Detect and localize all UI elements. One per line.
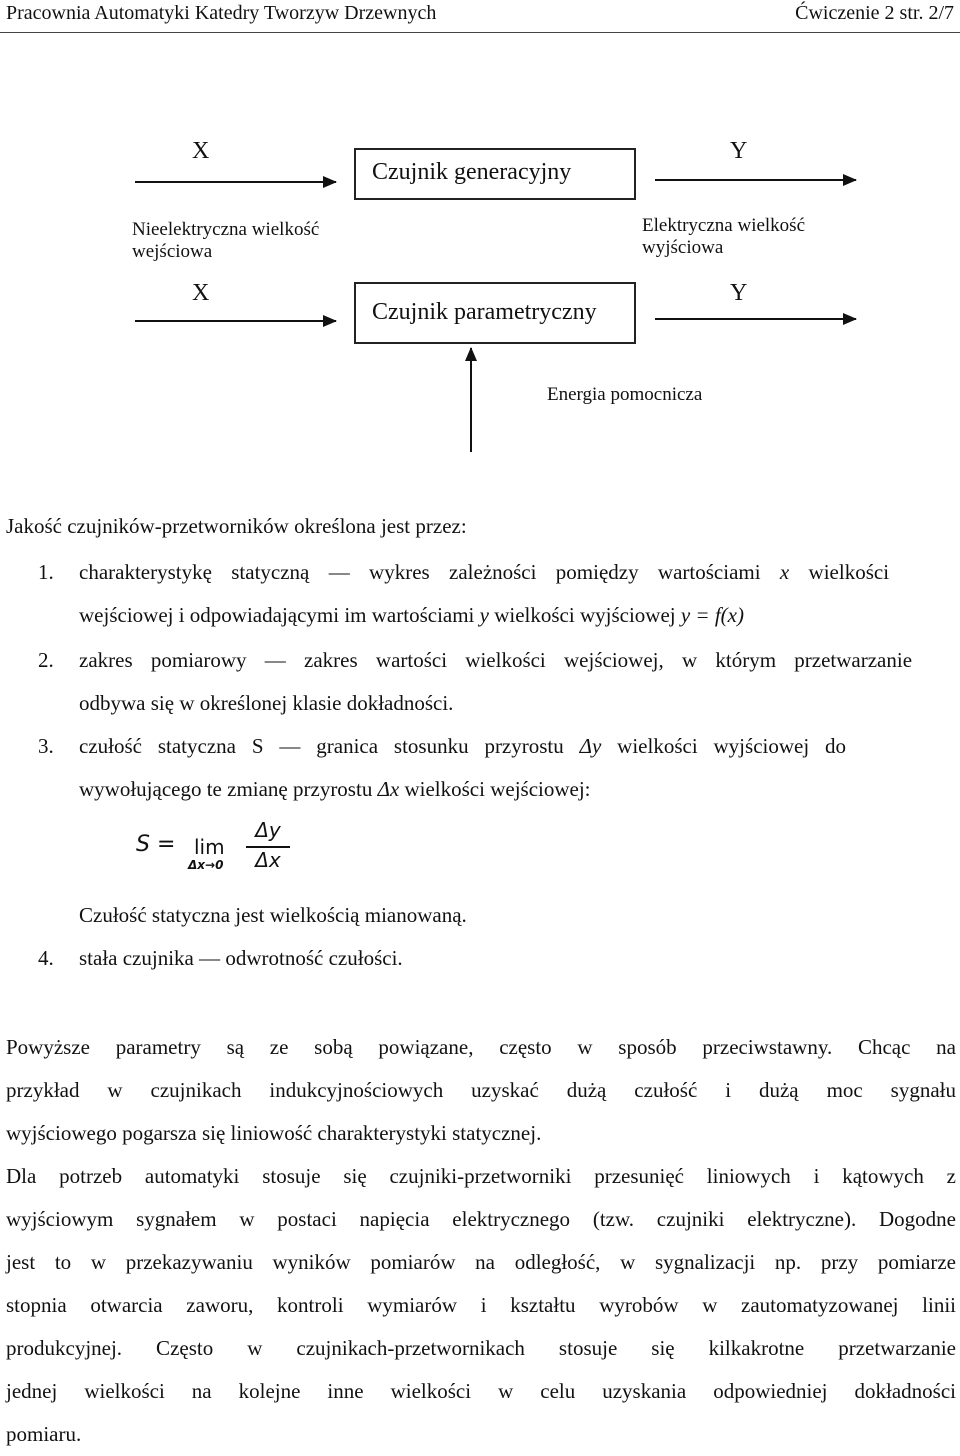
item-1-var-y: y	[479, 603, 489, 627]
item-1-var-x: x	[779, 560, 790, 584]
generation-sensor-box	[354, 148, 636, 200]
item-3-line1	[79, 734, 846, 759]
item-1-term: charakterystykę statyczną	[79, 560, 310, 584]
item-2-dash: —	[264, 648, 286, 672]
y-label-top: Y	[730, 138, 748, 164]
paragraph-2-line: produkcyjnej. Często w czujnikach-przetwornikach stosuje się kilkakrotne przetwarzanie	[6, 1336, 956, 1360]
item-1-desc-a: wykres zależności pomiędzy wartościami	[369, 560, 761, 584]
item-3-desc-b: wielkości wyjściowej do	[617, 734, 847, 758]
item-3-desc-a: granica stosunku przyrostu	[316, 734, 564, 758]
output-label-line2: wyjściowa	[642, 237, 724, 258]
item-4-line1	[79, 946, 403, 971]
generation-sensor-label: Czujnik generacyjny	[372, 159, 572, 185]
item-2-line1	[79, 648, 912, 673]
item-1-desc-c: wejściowej i odpowiadającymi im wartościami	[79, 603, 475, 627]
item-1-desc-b: wielkości	[808, 560, 890, 584]
item-3-term: czułość statyczna S	[79, 734, 264, 758]
output-quantity-label	[642, 215, 805, 259]
x-label-bottom: X	[192, 280, 210, 306]
input-label-line1: Nieelektryczna wielkość	[132, 219, 320, 240]
item-1-dash: —	[328, 560, 350, 584]
formula-lhs: S =	[136, 832, 176, 857]
header-right: Ćwiczenie 2 str. 2/7	[795, 2, 954, 24]
item-3-desc-c: wywołującego te zmianę przyrostu	[79, 777, 373, 801]
item-4-desc: odwrotność czułości.	[225, 946, 403, 970]
item-1-number: 1.	[38, 560, 54, 584]
item-1-formula: y = f(x)	[680, 603, 744, 627]
paragraph-2-line: jest to w przekazywaniu wyników pomiarów na odległość, w sygnalizacji np. przy pomiarze	[6, 1250, 956, 1274]
item-4-term: stała czujnika	[79, 946, 194, 970]
y-label-bottom: Y	[730, 280, 748, 306]
item-2-number: 2.	[38, 648, 54, 672]
paragraph-2-line: jednej wielkości na kolejne inne wielkości w celu uzyskania odpowiedniej dokładności	[6, 1379, 956, 1403]
item-1-line1	[79, 560, 889, 585]
paragraph-1-line: wyjściowego pogarsza się liniowość charakterystyki statycznej.	[6, 1121, 542, 1145]
aux-energy-label: Energia pomocnicza	[547, 384, 703, 405]
paragraph-1-line: przykład w czujnikach indukcyjnościowych uzyskać dużą czułość i dużą moc sygnału	[6, 1078, 956, 1102]
input-quantity-label	[132, 219, 319, 263]
item-4-number: 4.	[38, 946, 54, 970]
item-2-term: zakres pomiarowy	[79, 648, 247, 672]
header-left: Pracownia Automatyki Katedry Tworzyw Drzewnych	[6, 2, 437, 24]
x-label-top: X	[192, 138, 210, 164]
item-3-delta-x: Δx	[377, 777, 400, 801]
paragraph-2-line: Dla potrzeb automatyki stosuje się czujniki-przetworniki przesunięć liniowych i kątowych z	[6, 1164, 956, 1188]
item-1-line2	[79, 603, 744, 628]
formula-lim: lim	[194, 835, 225, 859]
sensitivity-note: Czułość statyczna jest wielkością mianowaną.	[79, 903, 467, 927]
output-label-line1: Elektryczna wielkość	[642, 215, 806, 236]
paragraph-1	[6, 1026, 956, 1155]
parametric-sensor-label: Czujnik parametryczny	[372, 299, 597, 325]
item-3-dash: —	[279, 734, 301, 758]
item-3-number: 3.	[38, 734, 54, 758]
paragraph-2-line: pomiaru.	[6, 1422, 82, 1446]
paragraph-1-line: Powyższe parametry są ze sobą powiązane, często w sposób przeciwstawny. Chcąc na	[6, 1035, 956, 1059]
formula-numerator: Δy	[255, 818, 281, 842]
item-1-desc-d: wielkości wyjściowej	[494, 603, 676, 627]
item-3-desc-d: wielkości wejściowej:	[404, 777, 591, 801]
item-2-line2: odbywa się w określonej klasie dokładności.	[79, 691, 454, 715]
item-3-delta-y: Δy	[579, 734, 602, 758]
paragraph-2	[6, 1155, 956, 1456]
paragraph-2-line: stopnia otwarcia zaworu, kontroli wymiarów i kształtu wyrobów w zautomatyzowanej linii	[6, 1293, 956, 1317]
intro-text: Jakość czujników-przetworników określona jest przez:	[6, 514, 467, 538]
formula-lim-subscript: Δx→0	[188, 858, 224, 872]
input-label-line2: wejściowa	[132, 241, 213, 262]
item-2-desc-a: zakres wartości wielkości wejściowej, w którym przetwarzanie	[304, 648, 913, 672]
item-3-line2	[79, 777, 591, 802]
parametric-sensor-box	[354, 282, 636, 344]
sensitivity-formula	[136, 818, 296, 878]
paragraph-2-line: wyjściowym sygnałem w postaci napięcia elektrycznego (tzw. czujniki elektryczne). Dogodne	[6, 1207, 956, 1231]
item-4-dash: —	[199, 946, 221, 970]
formula-denominator: Δx	[255, 848, 281, 872]
